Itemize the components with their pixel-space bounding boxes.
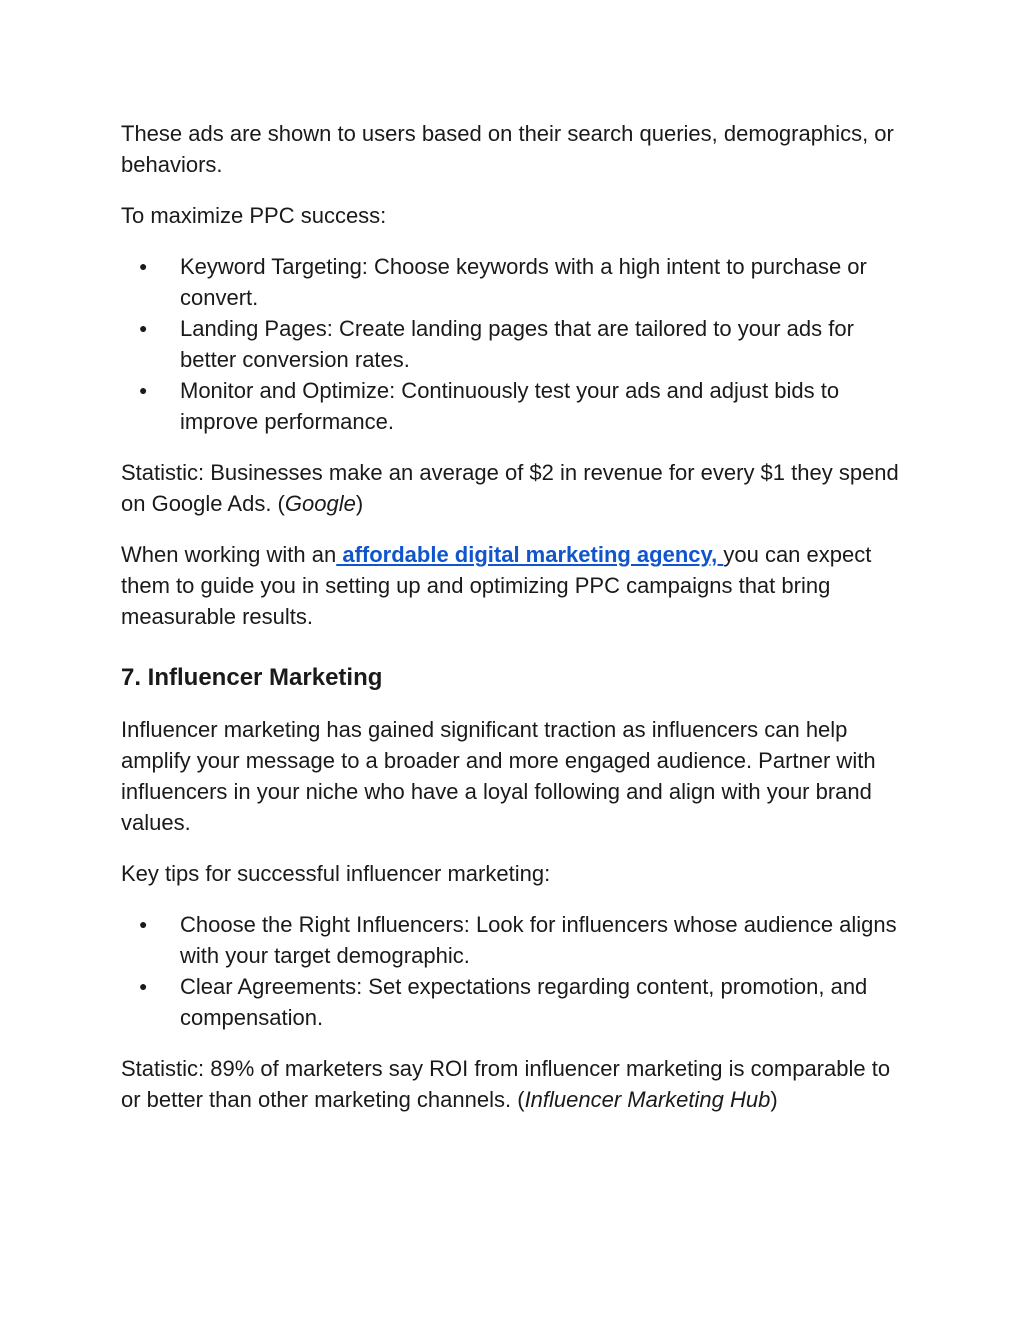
list-item-text: Keyword Targeting: Choose keywords with a high intent to purchase or convert. [180, 254, 867, 310]
bullet-icon: ● [139, 382, 148, 398]
agency-paragraph [121, 539, 911, 632]
intro-paragraph: These ads are shown to users based on their search queries, demographics, or behaviors. [121, 121, 894, 177]
statistic-close: ) [770, 1087, 778, 1112]
statistic-source: Influencer Marketing Hub [524, 1087, 771, 1112]
statistic-text: Statistic: Businesses make an average of $2 in revenue for every $1 they spend on Google Ads. ( [121, 460, 899, 516]
influencer-tips-intro: Key tips for successful influencer marketing: [121, 861, 551, 886]
section-heading: 7. Influencer Marketing [121, 664, 383, 691]
ppc-statistic [121, 457, 911, 519]
bullet-icon: ● [139, 978, 148, 994]
list-item [121, 313, 911, 375]
statistic-source: Google [284, 491, 356, 516]
ppc-tips-intro: To maximize PPC success: [121, 203, 387, 228]
list-item [121, 251, 911, 313]
bullet-icon: ● [139, 916, 148, 932]
list-item-text: Monitor and Optimize: Continuously test your ads and adjust bids to improve performance. [180, 378, 840, 434]
agency-text-before: When working with an [121, 542, 337, 567]
statistic-text: Statistic: 89% of marketers say ROI from influencer marketing is comparable to or better than other marketing channels. ( [121, 1056, 891, 1112]
influencer-paragraph: Influencer marketing has gained significant traction as influencers can help amplify your message to a broader and more engaged audience. Partner with influencers in your niche who have a loyal following and align with your brand values. [121, 717, 876, 835]
influencer-tips-list [121, 909, 911, 1033]
agency-link[interactable]: affordable digital marketing agency, [336, 542, 724, 567]
list-item-text: Landing Pages: Create landing pages that are tailored to your ads for better conversion rates. [180, 316, 854, 372]
list-item-text: Clear Agreements: Set expectations regarding content, promotion, and compensation. [180, 974, 868, 1030]
bullet-icon: ● [139, 258, 148, 274]
agency-text-after: you can expect them to guide you in setting up and optimizing PPC campaigns that bring measurable results. [121, 542, 872, 629]
list-item [121, 971, 911, 1033]
document-page [121, 118, 911, 1135]
statistic-close: ) [355, 491, 364, 516]
list-item [121, 909, 911, 971]
ppc-tips-list [121, 251, 911, 437]
bullet-icon: ● [139, 320, 148, 336]
influencer-statistic [121, 1053, 911, 1115]
list-item [121, 375, 911, 437]
list-item-text: Choose the Right Influencers: Look for influencers whose audience aligns with your target demographic. [180, 912, 897, 968]
